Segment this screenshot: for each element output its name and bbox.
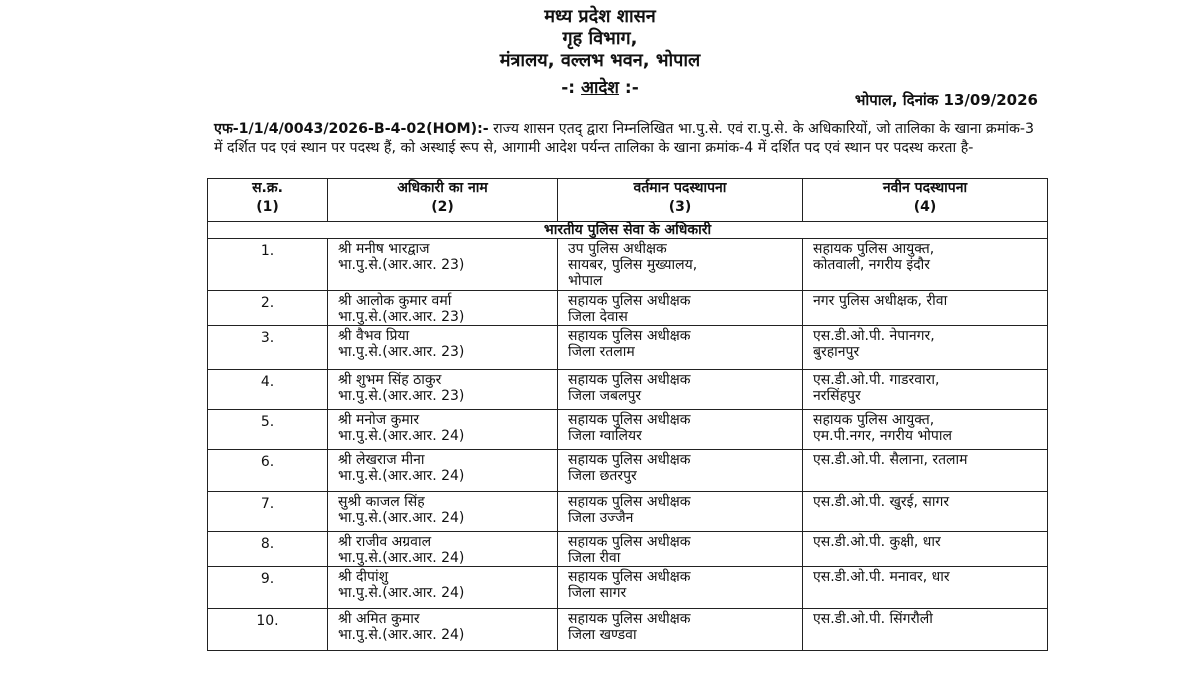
table-row (208, 370, 1048, 410)
current-line: उप पुलिस अधीक्षक (568, 241, 667, 257)
current-line: सहायक पुलिस अधीक्षक (568, 569, 691, 585)
new-line: एस.डी.ओ.पी. सैलाना, रतलाम (813, 452, 968, 468)
current-posting-cell (558, 370, 803, 410)
current-posting-cell (558, 450, 803, 492)
name-line: श्री मनीष भारद्वाज (338, 241, 430, 257)
name-line: श्री वैभव प्रिया (338, 328, 410, 344)
new-posting-cell (803, 567, 1048, 609)
serial-number: 8. (208, 532, 328, 567)
name-line: भा.पु.से.(आर.आर. 24) (338, 468, 465, 484)
new-posting-cell (803, 326, 1048, 370)
serial-number: 7. (208, 492, 328, 532)
header-line-1: मध्य प्रदेश शासन (544, 6, 656, 27)
current-posting-cell (558, 609, 803, 651)
current-posting-cell (558, 492, 803, 532)
current-line: जिला रीवा (568, 550, 621, 566)
officer-name-cell (328, 492, 558, 532)
current-line: जिला छतरपुर (568, 468, 637, 484)
current-line: सहायक पुलिस अधीक्षक (568, 534, 691, 550)
current-line: सहायक पुलिस अधीक्षक (568, 293, 691, 309)
current-line: सहायक पुलिस अधीक्षक (568, 452, 691, 468)
table-row (208, 532, 1048, 567)
new-line: नरसिंहपुर (813, 388, 861, 404)
table-row (208, 239, 1048, 291)
new-posting-cell (803, 410, 1048, 450)
name-line: श्री लेखराज मीना (338, 452, 425, 468)
new-posting-cell (803, 370, 1048, 410)
officer-name-cell (328, 370, 558, 410)
new-line: सहायक पुलिस आयुक्त, (813, 241, 935, 257)
current-posting-cell (558, 567, 803, 609)
serial-number: 3. (208, 326, 328, 370)
table-row (208, 410, 1048, 450)
new-posting-cell (803, 450, 1048, 492)
new-line: एस.डी.ओ.पी. मनावर, धार (813, 569, 950, 585)
header-cell-sn: स.क्र. (1) (208, 179, 328, 222)
table-row (208, 326, 1048, 370)
table-row (208, 291, 1048, 326)
current-line: सायबर, पुलिस मुख्यालय, (568, 257, 698, 273)
current-line: जिला रतलाम (568, 344, 635, 360)
current-line: सहायक पुलिस अधीक्षक (568, 611, 691, 627)
new-posting-cell (803, 291, 1048, 326)
officer-name-cell (328, 609, 558, 651)
name-line: भा.पु.से.(आर.आर. 23) (338, 309, 465, 325)
current-line: जिला उज्जैन (568, 510, 634, 526)
date-line: भोपाल, दिनांक 13/09/2026 (854, 91, 1038, 109)
order-prefix: -: (561, 78, 576, 98)
name-line: श्री आलोक कुमार वर्मा (338, 293, 452, 309)
table-header-row (208, 179, 1048, 222)
current-posting-cell (558, 326, 803, 370)
current-line: सहायक पुलिस अधीक्षक (568, 372, 691, 388)
file-number: एफ-1/1/4/0043/2026-B-4-02(HOM):- (214, 121, 489, 137)
new-line: एस.डी.ओ.पी. गाडरवारा, (813, 372, 940, 388)
table-row (208, 492, 1048, 532)
name-line: श्री अमित कुमार (338, 611, 420, 627)
new-posting-cell (803, 239, 1048, 291)
name-line: श्री मनोज कुमार (338, 412, 420, 428)
new-line: एस.डी.ओ.पी. सिंगरौली (813, 611, 933, 627)
table-row (208, 450, 1048, 492)
posting-table (207, 178, 1048, 651)
officer-name-cell (328, 326, 558, 370)
officer-name-cell (328, 532, 558, 567)
new-posting-cell (803, 609, 1048, 651)
new-line: एस.डी.ओ.पी. कुक्षी, धार (813, 534, 941, 550)
section-row (208, 222, 1048, 239)
name-line: भा.पु.से.(आर.आर. 23) (338, 388, 465, 404)
current-posting-cell (558, 239, 803, 291)
name-line: श्री शुभम सिंह ठाकुर (338, 372, 442, 388)
name-line: भा.पु.से.(आर.आर. 24) (338, 550, 465, 566)
serial-number: 10. (208, 609, 328, 651)
current-line: जिला खण्डवा (568, 627, 637, 643)
current-line: जिला जबलपुर (568, 388, 642, 404)
section-title: भारतीय पुलिस सेवा के अधिकारी (208, 222, 1048, 239)
current-posting-cell (558, 532, 803, 567)
name-line: भा.पु.से.(आर.आर. 23) (338, 344, 465, 360)
header-line-2: गृह विभाग, (562, 28, 638, 49)
intro-text: राज्य शासन एतद् द्वारा निम्नलिखित भा.पु.से. एवं रा.पु.से. के अधिकारियों, जो तालिका के खाना क्रमांक-3 में दर्शित पद एवं स्थान पर पदस्थ हैं, को अस्थाई रूप से, आगामी आदेश पर्यन्त तालिका के खाना क्रमांक-4 में दर्शित पद एवं स्थान पर पदस्थ करता है- (214, 121, 1035, 156)
officer-name-cell (328, 567, 558, 609)
current-line: सहायक पुलिस अधीक्षक (568, 494, 691, 510)
name-line: भा.पु.से.(आर.आर. 24) (338, 428, 465, 444)
name-line: भा.पु.से.(आर.आर. 23) (338, 257, 465, 273)
name-line: भा.पु.से.(आर.आर. 24) (338, 627, 465, 643)
name-line: सुश्री काजल सिंह (338, 494, 425, 510)
new-line: नगर पुलिस अधीक्षक, रीवा (813, 293, 948, 309)
order-word: आदेश (581, 78, 619, 98)
officer-name-cell (328, 239, 558, 291)
new-line: कोतवाली, नगरीय इंदौर (813, 257, 931, 273)
officer-name-cell (328, 410, 558, 450)
table-row (208, 567, 1048, 609)
name-line: भा.पु.से.(आर.आर. 24) (338, 585, 465, 601)
name-line: श्री दीपांशु (338, 569, 389, 585)
header-line-3: मंत्रालय, वल्लभ भवन, भोपाल (499, 50, 701, 71)
new-line: बुरहानपुर (813, 344, 860, 360)
current-posting-cell (558, 410, 803, 450)
serial-number: 2. (208, 291, 328, 326)
current-posting-cell (558, 291, 803, 326)
new-line: सहायक पुलिस आयुक्त, (813, 412, 935, 428)
new-line: एम.पी.नगर, नगरीय भोपाल (813, 428, 952, 444)
table-row (208, 609, 1048, 651)
name-line: श्री राजीव अग्रवाल (338, 534, 432, 550)
new-posting-cell (803, 492, 1048, 532)
officer-name-cell (328, 291, 558, 326)
current-line: जिला सागर (568, 585, 627, 601)
current-line: जिला देवास (568, 309, 628, 325)
current-line: सहायक पुलिस अधीक्षक (568, 412, 691, 428)
current-line: सहायक पुलिस अधीक्षक (568, 328, 691, 344)
header-cell-name: अधिकारी का नाम (2) (328, 179, 558, 222)
officer-name-cell (328, 450, 558, 492)
header-cell-current: वर्तमान पदस्थापना (3) (558, 179, 803, 222)
serial-number: 9. (208, 567, 328, 609)
serial-number: 1. (208, 239, 328, 291)
name-line: भा.पु.से.(आर.आर. 24) (338, 510, 465, 526)
serial-number: 5. (208, 410, 328, 450)
new-line: एस.डी.ओ.पी. नेपानगर, (813, 328, 935, 344)
new-posting-cell (803, 532, 1048, 567)
order-suffix: :- (624, 78, 639, 98)
header-cell-new: नवीन पदस्थापना (4) (803, 179, 1048, 222)
intro-paragraph (214, 120, 1046, 158)
serial-number: 6. (208, 450, 328, 492)
current-line: भोपाल (568, 273, 603, 289)
new-line: एस.डी.ओ.पी. खुरई, सागर (813, 494, 950, 510)
current-line: जिला ग्वालियर (568, 428, 642, 444)
serial-number: 4. (208, 370, 328, 410)
